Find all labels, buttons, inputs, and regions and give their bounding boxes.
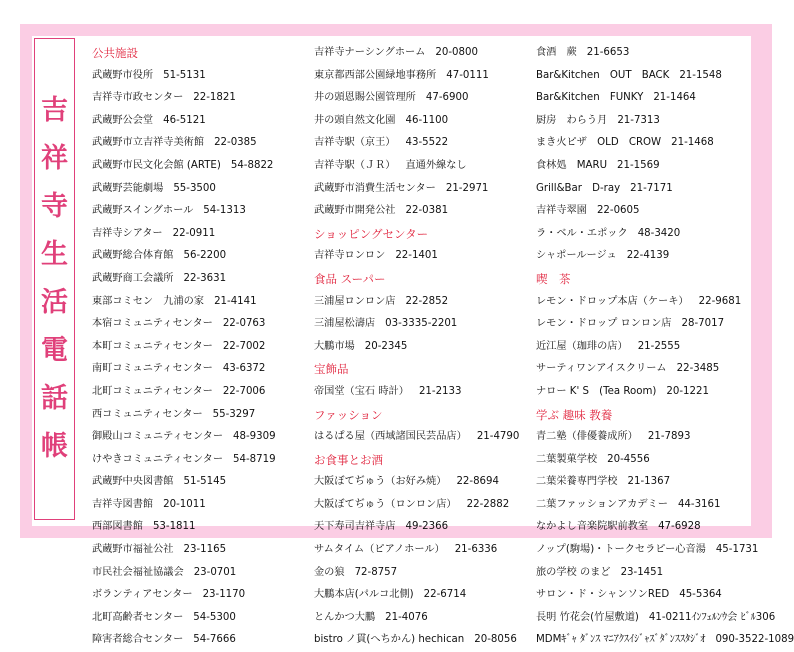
entry-name: 金の狼 xyxy=(314,566,345,578)
entry-phone: 21-2555 xyxy=(637,340,681,352)
column-3 xyxy=(536,42,794,652)
entry-phone: 55-3500 xyxy=(173,182,216,194)
entry-phone: 21-1548 xyxy=(679,69,722,81)
entry-phone: 54-7666 xyxy=(193,634,236,646)
entry-name: MDMｷﾞｬ ﾀﾞﾝｽ ﾏﾆｱｸｽｲｼﾞｬｽﾞﾀﾞﾝｽｽﾀｼﾞｵ xyxy=(536,634,706,646)
entry-name: 武蔵野総合体育館 xyxy=(92,250,174,262)
entry-name: 食林処 MARU xyxy=(536,159,608,171)
entry-phone: 28-7017 xyxy=(681,318,725,330)
directory-entry xyxy=(314,629,529,652)
directory-entry xyxy=(536,291,751,314)
title-char: 話 xyxy=(41,383,68,414)
directory-entry xyxy=(536,155,751,178)
entry-phone: 22-8694 xyxy=(456,476,500,488)
entry-phone: 51-5131 xyxy=(163,69,206,81)
directory-entry xyxy=(536,178,751,201)
entry-phone: 20-4556 xyxy=(607,453,650,465)
entry-name: レモン・ドロップ ロンロン店 xyxy=(536,318,672,330)
directory-entry xyxy=(92,404,276,427)
entry-phone: 22-3485 xyxy=(676,363,720,375)
directory-entry xyxy=(314,336,529,359)
entry-phone: 22-2882 xyxy=(466,498,510,510)
entry-phone: 51-5145 xyxy=(183,476,227,488)
directory-entry xyxy=(536,607,776,630)
category-heading: お食事とお酒 xyxy=(314,452,383,467)
entry-name: 吉祥寺市政センター xyxy=(92,92,184,104)
directory-entry xyxy=(314,426,529,449)
entry-phone: 23-1165 xyxy=(183,544,227,556)
category-heading: ショッピングセンター xyxy=(314,226,429,241)
entry-phone: 20-2345 xyxy=(364,340,408,352)
directory-entry xyxy=(92,200,276,223)
entry-name: 本町コミュニティセンター xyxy=(92,340,213,352)
entry-phone: 21-6336 xyxy=(454,544,498,556)
entry-phone: 22-4139 xyxy=(626,250,670,262)
directory-entry xyxy=(536,471,751,494)
entry-phone: 21-7313 xyxy=(617,114,660,126)
entry-name: サロン・ド・シャンソンRED xyxy=(536,589,670,601)
directory-entry xyxy=(314,65,529,88)
directory-entry xyxy=(536,87,751,110)
entry-phone: 23-1170 xyxy=(202,589,246,601)
entry-name: 近江屋（珈琲の店） xyxy=(536,340,628,352)
entry-phone: 54-5300 xyxy=(193,611,236,623)
category-heading: ファッション xyxy=(314,407,383,422)
entry-name: 北町コミュニティセンター xyxy=(92,385,213,397)
directory-entry xyxy=(536,426,751,449)
category-heading: 宝飾品 xyxy=(314,362,349,377)
entry-phone: 41-0211ｲﾝﾌｪﾙﾝｳ会 ﾋﾞﾙ306 xyxy=(648,611,776,623)
category-heading: 喫 茶 xyxy=(536,271,571,286)
entry-name: 三浦屋ロンロン店 xyxy=(314,295,396,307)
entry-phone: 22-1401 xyxy=(395,250,438,262)
entry-phone: 21-7171 xyxy=(630,182,673,194)
entry-phone: 49-2366 xyxy=(405,521,449,533)
title-char: 生 xyxy=(41,239,68,270)
entry-name: Bar&Kitchen OUT BACK xyxy=(536,69,670,81)
entry-name: 東部コミセン 九浦の家 xyxy=(92,295,205,307)
directory-entry xyxy=(92,584,276,607)
entry-name: とんかつ大鵬 xyxy=(314,611,376,623)
entry-name: 武蔵野市立吉祥寺美術館 xyxy=(92,137,205,149)
entry-phone: 21-1569 xyxy=(617,159,660,171)
entry-phone: 20-0800 xyxy=(435,47,478,58)
title-char: 寺 xyxy=(41,191,68,222)
entry-name: 吉祥寺シアター xyxy=(92,227,163,239)
title-char: 活 xyxy=(41,287,68,318)
directory-entry xyxy=(536,629,794,652)
entry-phone: 20-8056 xyxy=(474,634,517,646)
entry-name: 武蔵野芸能劇場 xyxy=(92,182,164,194)
entry-name: 井の頭恩賜公園管理所 xyxy=(314,92,416,104)
entry-name: 武蔵野市役所 xyxy=(92,69,154,81)
entry-phone: 22-0381 xyxy=(405,205,449,217)
entry-phone: 48-3420 xyxy=(637,227,681,239)
directory-entry xyxy=(314,110,529,133)
entry-name: 吉祥寺翠園 xyxy=(536,205,587,217)
entry-name: 大鵬本店(パルコ北側) xyxy=(314,589,414,601)
entry-phone: 03-3335-2201 xyxy=(385,318,458,330)
directory-entry xyxy=(314,562,529,585)
entry-name: 武蔵野公会堂 xyxy=(92,114,154,126)
directory-entry xyxy=(314,471,529,494)
entry-phone: 21-4141 xyxy=(214,295,257,307)
entry-name: 武蔵野市民文化会館 (ARTE) xyxy=(92,159,221,171)
entry-phone: 21-1468 xyxy=(671,137,714,149)
directory-entry xyxy=(314,607,529,630)
entry-phone: 直通外線なし xyxy=(405,159,467,171)
entry-phone: 47-0111 xyxy=(446,69,489,81)
category-heading: 食品 スーパー xyxy=(314,271,386,286)
entry-phone: 22-0763 xyxy=(222,318,266,330)
column-2 xyxy=(314,42,529,652)
entry-name: 吉祥寺ナーシングホーム xyxy=(314,47,426,58)
title-char: 電 xyxy=(41,335,68,366)
category-heading: 公共施設 xyxy=(92,46,138,60)
entry-name: 北町高齢者センター xyxy=(92,611,184,623)
directory-entry xyxy=(536,494,751,517)
directory-entry xyxy=(536,132,751,155)
column-1 xyxy=(92,42,276,652)
entry-phone: 47-6900 xyxy=(425,92,469,104)
directory-entry xyxy=(92,87,276,110)
directory-entry xyxy=(536,562,751,585)
entry-name: 南町コミュニティセンター xyxy=(92,363,213,375)
entry-phone: 21-4790 xyxy=(476,431,520,443)
directory-entry xyxy=(92,110,276,133)
directory-entry xyxy=(536,313,751,336)
entry-name: 御殿山コミュニティセンター xyxy=(92,431,224,443)
entry-name: 天下寿司吉祥寺店 xyxy=(314,521,396,533)
entry-phone: 090-3522-1089 xyxy=(715,634,794,646)
entry-phone: 45-1731 xyxy=(715,544,759,556)
entry-phone: 44-3161 xyxy=(677,498,721,510)
entry-phone: 22-2852 xyxy=(405,295,449,307)
directory-entry xyxy=(536,223,751,246)
entry-phone: 21-2133 xyxy=(418,385,462,397)
entry-name: ナロー K' S (Tea Room) xyxy=(536,385,657,397)
entry-name: 大阪ぼてぢゅう（ロンロン店） xyxy=(314,498,457,510)
title-char: 吉 xyxy=(41,95,68,126)
entry-phone: 46-5121 xyxy=(163,114,206,126)
entry-phone: 22-7006 xyxy=(222,385,266,397)
directory-entry xyxy=(92,155,276,178)
entry-name: 武蔵野商工会議所 xyxy=(92,272,174,284)
directory-entry xyxy=(92,629,276,652)
directory-entry xyxy=(92,471,276,494)
directory-entry xyxy=(92,313,276,336)
entry-name: 二葉ファッションアカデミー xyxy=(536,498,668,510)
entry-name: 本宿コミュニティセンター xyxy=(92,318,213,330)
entry-phone: 22-1821 xyxy=(193,92,236,104)
entry-phone: 20-1011 xyxy=(163,498,206,510)
directory-entry xyxy=(92,268,276,291)
entry-phone: 21-1464 xyxy=(653,92,696,104)
directory-entry xyxy=(92,381,276,404)
entry-name: 井の頭自然文化園 xyxy=(314,114,396,126)
directory-entry xyxy=(92,449,276,472)
entry-name: 東京都西部公園緑地事務所 xyxy=(314,69,437,81)
directory-entry xyxy=(314,132,529,155)
entry-name: 武蔵野中央図書館 xyxy=(92,476,174,488)
directory-entry xyxy=(314,291,529,314)
entry-name: 武蔵野市消費生活センター xyxy=(314,182,436,194)
entry-name: 西コミュニティセンター xyxy=(92,408,203,420)
entry-name: 旅の学校 のまど xyxy=(536,566,611,578)
vertical-title xyxy=(34,38,75,520)
entry-name: レモン・ドロップ本店（ケーキ） xyxy=(536,295,689,307)
directory-entry xyxy=(314,539,529,562)
directory-entry xyxy=(92,358,276,381)
entry-phone: 43-6372 xyxy=(222,363,266,375)
entry-phone: 47-6928 xyxy=(658,521,701,533)
entry-name: 吉祥寺駅（ＪＲ） xyxy=(314,159,396,171)
entry-phone: 21-7893 xyxy=(647,431,691,443)
category-heading: 学ぶ 趣味 教養 xyxy=(536,407,613,422)
directory-entry xyxy=(314,494,529,517)
entry-phone: 54-8822 xyxy=(230,159,274,171)
entry-name: 厨房 わらう月 xyxy=(536,114,608,126)
directory-entry xyxy=(314,42,529,65)
title-char: 祥 xyxy=(41,143,68,174)
entry-phone: 21-6653 xyxy=(586,47,630,58)
entry-name: ノップ(駒場)・トークセラピー心音湯 xyxy=(536,544,706,556)
entry-phone: 72-8757 xyxy=(354,566,398,578)
directory-entry xyxy=(92,245,276,268)
directory-entry xyxy=(92,132,276,155)
entry-name: けやきコミュニティセンター xyxy=(92,453,224,465)
entry-phone: 22-3631 xyxy=(183,272,227,284)
entry-phone: 45-5364 xyxy=(679,589,722,601)
directory-entry xyxy=(92,426,276,449)
entry-phone: 22-7002 xyxy=(222,340,266,352)
directory-entry xyxy=(314,178,529,201)
entry-phone: 56-2200 xyxy=(183,250,227,262)
entry-name: 二葉栄養専門学校 xyxy=(536,476,618,488)
directory-entry xyxy=(314,87,529,110)
entry-name: 武蔵野市開発公社 xyxy=(314,205,396,217)
entry-name: 武蔵野スイングホール xyxy=(92,205,194,217)
directory-entry xyxy=(536,336,751,359)
directory-entry xyxy=(536,539,759,562)
directory-entry xyxy=(92,336,276,359)
entry-phone: 54-1313 xyxy=(203,205,246,217)
entry-name: シャポールージュ xyxy=(536,250,617,262)
entry-phone: 23-0701 xyxy=(193,566,237,578)
entry-phone: 55-3297 xyxy=(212,408,256,420)
entry-name: 市民社会福祉協議会 xyxy=(92,566,184,578)
directory-entry xyxy=(536,245,751,268)
entry-phone: 21-2971 xyxy=(445,182,489,194)
entry-name: サーティワンアイスクリーム xyxy=(536,363,667,375)
entry-name: まき火ピザ OLD CROW xyxy=(536,137,662,149)
directory-title xyxy=(41,87,68,471)
entry-name: 大鵬市場 xyxy=(314,340,355,352)
entry-phone: 22-6714 xyxy=(423,589,467,601)
directory-entry xyxy=(92,516,276,539)
directory-entry xyxy=(314,516,529,539)
directory-entry xyxy=(314,245,529,268)
directory-entry xyxy=(536,200,751,223)
entry-name: ラ・ベル・エポック xyxy=(536,227,628,239)
entry-name: Bar&Kitchen FUNKY xyxy=(536,92,644,104)
directory-entry xyxy=(92,607,276,630)
title-char: 帳 xyxy=(41,431,68,462)
entry-name: 三浦屋松濤店 xyxy=(314,318,376,330)
directory-entry xyxy=(314,381,529,404)
entry-phone: 21-1367 xyxy=(627,476,671,488)
directory-entry xyxy=(536,449,751,472)
entry-name: 帝国堂（宝石 時計） xyxy=(314,385,409,397)
directory-entry xyxy=(92,291,276,314)
entry-name: bistro ノ貫(へちかん) hechican xyxy=(314,634,465,646)
entry-name: 吉祥寺図書館 xyxy=(92,498,154,510)
directory-entry xyxy=(536,358,751,381)
entry-name: 食酒 蕨 xyxy=(536,47,577,58)
entry-name: 障害者総合センター xyxy=(92,634,184,646)
entry-phone: 22-9681 xyxy=(698,295,742,307)
directory-entry xyxy=(536,42,751,65)
directory-entry xyxy=(92,65,276,88)
entry-name: はるぱる屋（西域諸国民芸品店） xyxy=(314,431,467,443)
directory-entry xyxy=(314,313,529,336)
entry-phone: 22-0911 xyxy=(172,227,216,239)
entry-phone: 21-4076 xyxy=(385,611,428,623)
entry-phone: 48-9309 xyxy=(233,431,276,443)
directory-entry xyxy=(536,381,751,404)
directory-entry xyxy=(314,584,529,607)
entry-name: Grill&Bar D-ray xyxy=(536,182,621,194)
entry-phone: 23-1451 xyxy=(620,566,664,578)
entry-phone: 22-0605 xyxy=(596,205,640,217)
entry-phone: 53-1811 xyxy=(152,521,196,533)
directory-entry xyxy=(536,65,751,88)
directory-entry xyxy=(92,223,276,246)
entry-name: サムタイム（ピアノホール） xyxy=(314,544,445,556)
entry-name: 二葉製菓学校 xyxy=(536,453,598,465)
entry-phone: 43-5522 xyxy=(405,137,449,149)
directory-entry xyxy=(92,539,276,562)
entry-name: ボランティアセンター xyxy=(92,589,193,601)
directory-entry xyxy=(314,155,529,178)
directory-entry xyxy=(536,584,751,607)
entry-name: 大阪ぼてぢゅう（お好み焼） xyxy=(314,476,447,488)
directory-entry xyxy=(536,516,751,539)
entry-name: なかよし音楽院駅前教室 xyxy=(536,521,649,533)
entry-name: 武蔵野市福祉公社 xyxy=(92,544,174,556)
entry-phone: 46-1100 xyxy=(405,114,449,126)
entry-name: 吉祥寺駅（京王） xyxy=(314,137,396,149)
directory-entry xyxy=(536,110,751,133)
directory-entry xyxy=(92,494,276,517)
directory-entry xyxy=(92,562,276,585)
directory-entry xyxy=(92,178,276,201)
entry-phone: 20-1221 xyxy=(666,385,709,397)
directory-entry xyxy=(314,200,529,223)
entry-name: 西部図書館 xyxy=(92,521,143,533)
entry-phone: 22-0385 xyxy=(214,137,257,149)
entry-name: 長明 竹花会(竹屋敷道) xyxy=(536,611,639,623)
entry-name: 吉祥寺ロンロン xyxy=(314,250,386,262)
entry-name: 青二塾（俳優養成所） xyxy=(536,431,638,443)
entry-phone: 54-8719 xyxy=(233,453,276,465)
